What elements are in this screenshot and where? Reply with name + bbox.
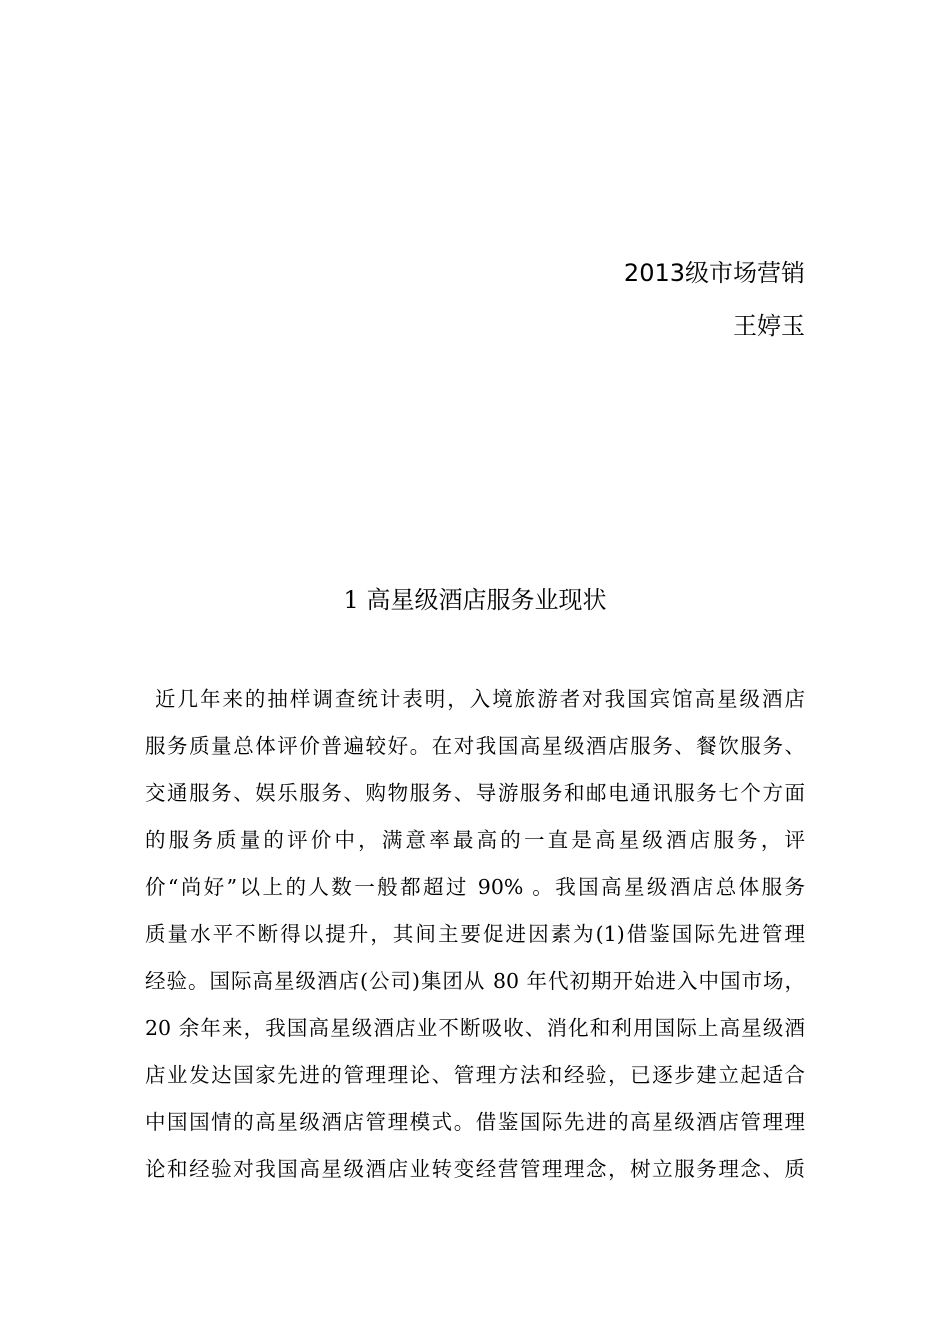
paragraph-line: 中国国情的高星级酒店管理模式。借鉴国际先进的高星级酒店管理理 [145, 1110, 805, 1134]
author-block [624, 253, 805, 346]
author-name: 王婷玉 [733, 312, 805, 340]
paragraph-line: 论和经验对我国高星级酒店业转变经营管理理念，树立服务理念、质 [145, 1157, 805, 1181]
paragraph-line: 价“尚好”以上的人数一般都超过 90% 。我国高星级酒店总体服务 [145, 875, 805, 899]
section-heading: 1 高星级酒店服务业现状 [343, 586, 607, 614]
paragraph-line: 服务质量总体评价普遍较好。在对我国高星级酒店服务、餐饮服务、 [145, 734, 805, 758]
body-paragraph [145, 679, 805, 1196]
paragraph-line: 店业发达国家先进的管理理论、管理方法和经验，已逐步建立起适合 [145, 1063, 805, 1087]
paragraph-line: 经验。国际高星级酒店(公司)集团从 80 年代初期开始进入中国市场， [145, 969, 805, 993]
paragraph-line: 近几年来的抽样调查统计表明，入境旅游者对我国宾馆高星级酒店 [155, 687, 805, 711]
paragraph-line: 质量水平不断得以提升，其间主要促进因素为(1)借鉴国际先进管理 [145, 922, 805, 946]
paragraph-line: 20 余年来，我国高星级酒店业不断吸收、消化和利用国际上高星级酒 [145, 1016, 805, 1040]
class-label: 2013级市场营销 [623, 259, 805, 287]
paragraph-line: 的服务质量的评价中，满意率最高的一直是高星级酒店服务，评 [145, 828, 805, 852]
paragraph-line: 交通服务、娱乐服务、购物服务、导游服务和邮电通讯服务七个方面 [145, 781, 805, 805]
